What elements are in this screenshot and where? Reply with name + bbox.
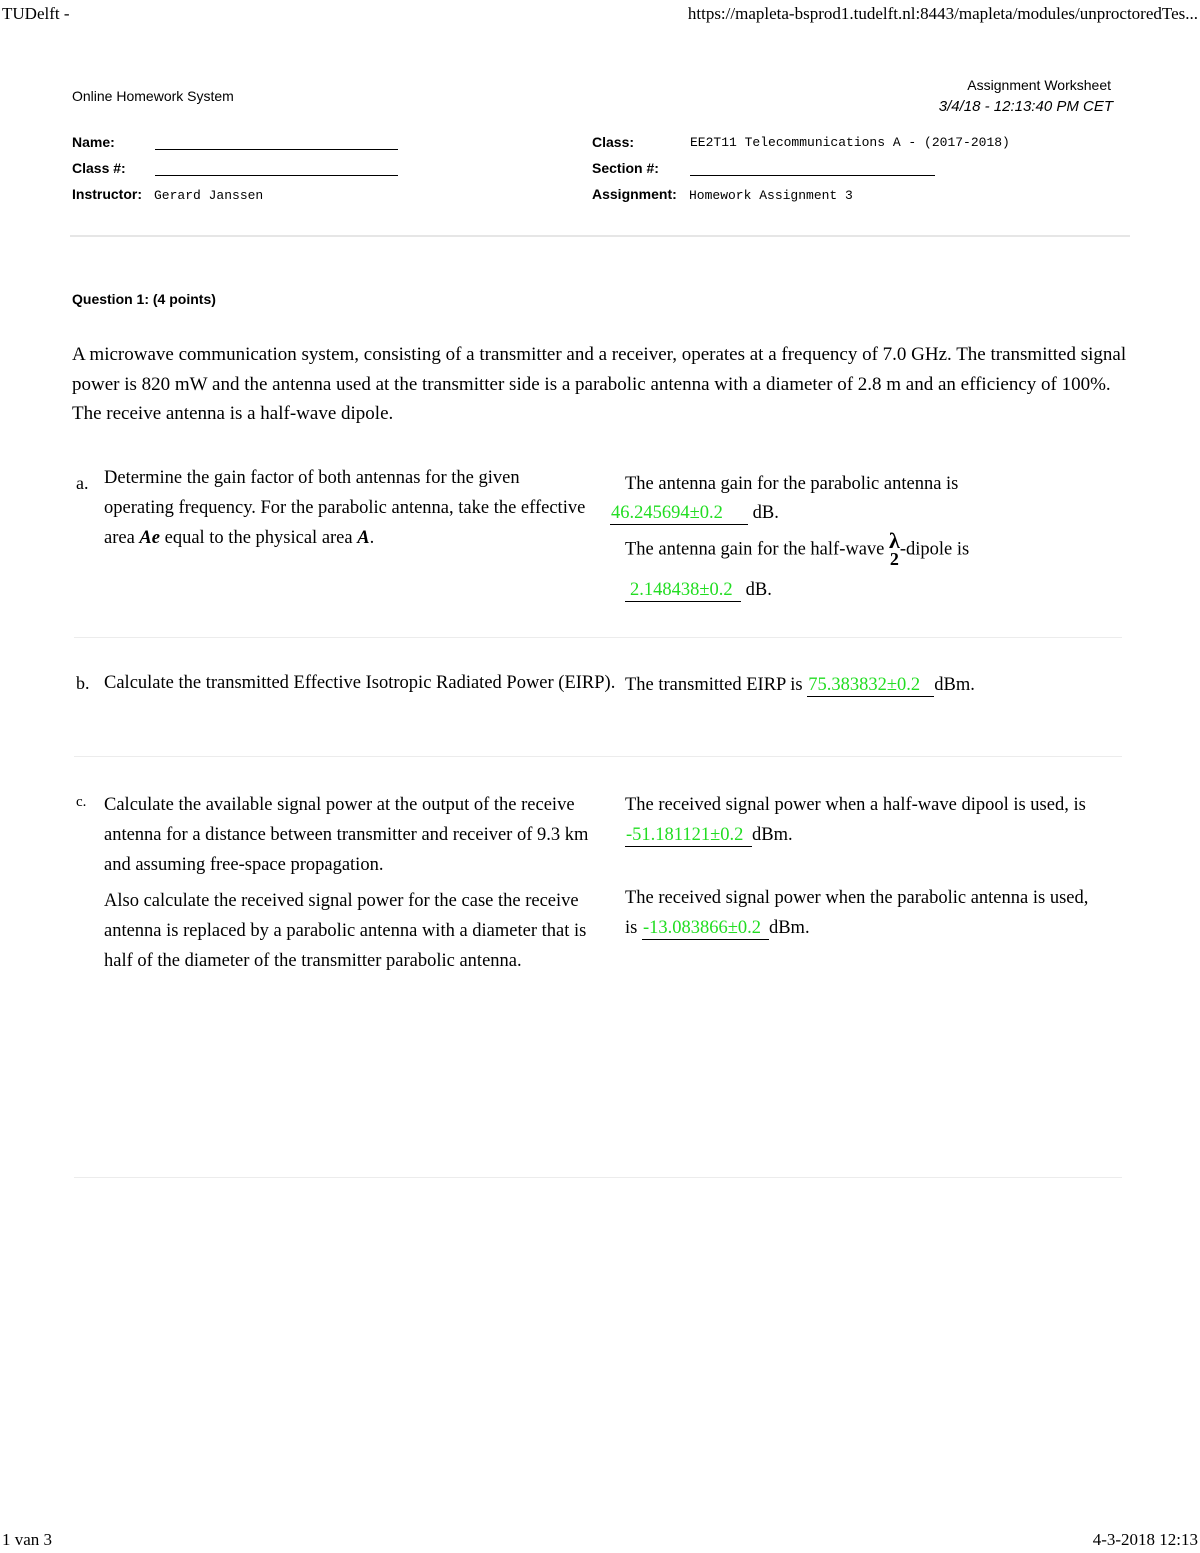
fraction-denominator: 2 (889, 549, 899, 569)
part-c-question-2: Also calculate the received signal power for the case the receive antenna is replaced by a parabolic antenna with a diameter that is half of the diameter of the transmitter parabolic antenna. (104, 891, 587, 971)
worksheet-title: Assignment Worksheet (967, 77, 1111, 93)
print-footer-datetime: 4-3-2018 12:13 (1092, 1530, 1198, 1549)
question-body: A microwave communication system, consisting of a transmitter and a receiver, operates at a frequency of 7.0 GHz. The transmitted signal power is 820 mW and the antenna used at the transmitter side is a parabolic antenna with a diameter of 2.8 m and an efficiency of 100%. The receive antenna is a half-wave dipole. (72, 344, 1127, 424)
part-c-answer-2-text: The received signal power when the parabolic antenna is used, is (625, 888, 1089, 938)
part-a-answer-2-field[interactable]: 2.148438±0.2 (625, 579, 741, 602)
system-name: Online Homework System (72, 88, 234, 104)
section-label: Section #: (592, 160, 659, 176)
name-blank (155, 137, 398, 150)
question-title: Question 1: (4 points) (72, 291, 216, 307)
part-c-question-1: Calculate the available signal power at the output of the receive antenna for a distance between transmitter and receiver of 9.3 km and assuming free-space propagation. (104, 795, 589, 875)
header-divider (70, 235, 1130, 237)
part-a-answer-1-field[interactable]: 46.245694±0.2 (610, 502, 748, 525)
part-c-answer-1-text: The received signal power when a half-wave dipool is used, is (625, 795, 1086, 815)
part-c-answer-2-field[interactable]: -13.083866±0.2 (642, 917, 769, 940)
instructor-label: Instructor: (72, 186, 142, 202)
part-a-answer-2-text: The antenna gain for the half-wave (625, 539, 885, 560)
part-c-answer-1-field[interactable]: -51.181121±0.2 (625, 824, 752, 847)
part-a-answer-1-line (610, 498, 779, 528)
print-header-title: TUDelft - (2, 4, 70, 23)
part-a-letter: a. (76, 473, 89, 493)
part-b-answer-unit: dBm. (934, 675, 975, 695)
part-b-letter: b. (76, 673, 90, 693)
part-b-answer-field[interactable]: 75.383832±0.2 (807, 674, 934, 697)
part-a-text-1: Determine the gain factor of both antennas for the given operating frequency. For the parabolic antenna, take the effective area (104, 468, 586, 548)
part-a-answer-2-post: -dipole is (899, 539, 970, 560)
name-label: Name: (72, 134, 115, 150)
part-c-answer-1-unit: dBm. (752, 825, 793, 845)
class-value: EE2T11 Telecommunications A - (2017-2018) (690, 135, 1010, 150)
assignment-label: Assignment: (592, 186, 677, 202)
part-a-text-2: equal to the physical area (164, 528, 353, 548)
lambda-over-2-fraction (889, 528, 900, 569)
lambda-symbol: λ (889, 528, 900, 553)
part-b-question: Calculate the transmitted Effective Isotropic Radiated Power (EIRP). (104, 673, 616, 693)
part-a-answer-2-value-line (625, 575, 772, 605)
part-a-answer-2-line (625, 528, 970, 569)
print-header-url[interactable]: https://mapleta-bsprod1.tudelft.nl:8443/mapleta/modules/unproctoredTes... (687, 4, 1198, 23)
print-footer-page: 1 van 3 (2, 1530, 53, 1549)
part-a-answer-1-unit: dB. (752, 503, 779, 523)
assignment-value: Homework Assignment 3 (689, 188, 853, 203)
class-number-blank (155, 163, 398, 176)
part-b-answer-text: The transmitted EIRP is (625, 675, 803, 695)
part-c-answer-2 (625, 883, 1105, 943)
symbol-ae: Ae (139, 528, 160, 548)
part-b-answer-line (625, 670, 975, 700)
part-b-divider (74, 756, 1122, 757)
part-a-answer-2-unit: dB. (745, 580, 772, 600)
class-label: Class: (592, 134, 635, 150)
part-c-answer-2-unit: dBm. (768, 918, 810, 938)
part-a-question (104, 463, 594, 553)
symbol-a: A (357, 528, 370, 548)
question-end-divider (74, 1177, 1122, 1178)
part-a-text-3: . (369, 528, 375, 548)
part-c-answer-1 (625, 790, 1105, 850)
class-number-label: Class #: (72, 160, 126, 176)
section-blank (690, 163, 935, 176)
part-a-divider (74, 637, 1122, 638)
part-c-letter: c. (76, 794, 87, 810)
instructor-value: Gerard Janssen (154, 188, 264, 203)
part-a-answer-1-text: The antenna gain for the parabolic antenna is (625, 474, 959, 494)
worksheet-datetime: 3/4/18 - 12:13:40 PM CET (938, 98, 1113, 115)
